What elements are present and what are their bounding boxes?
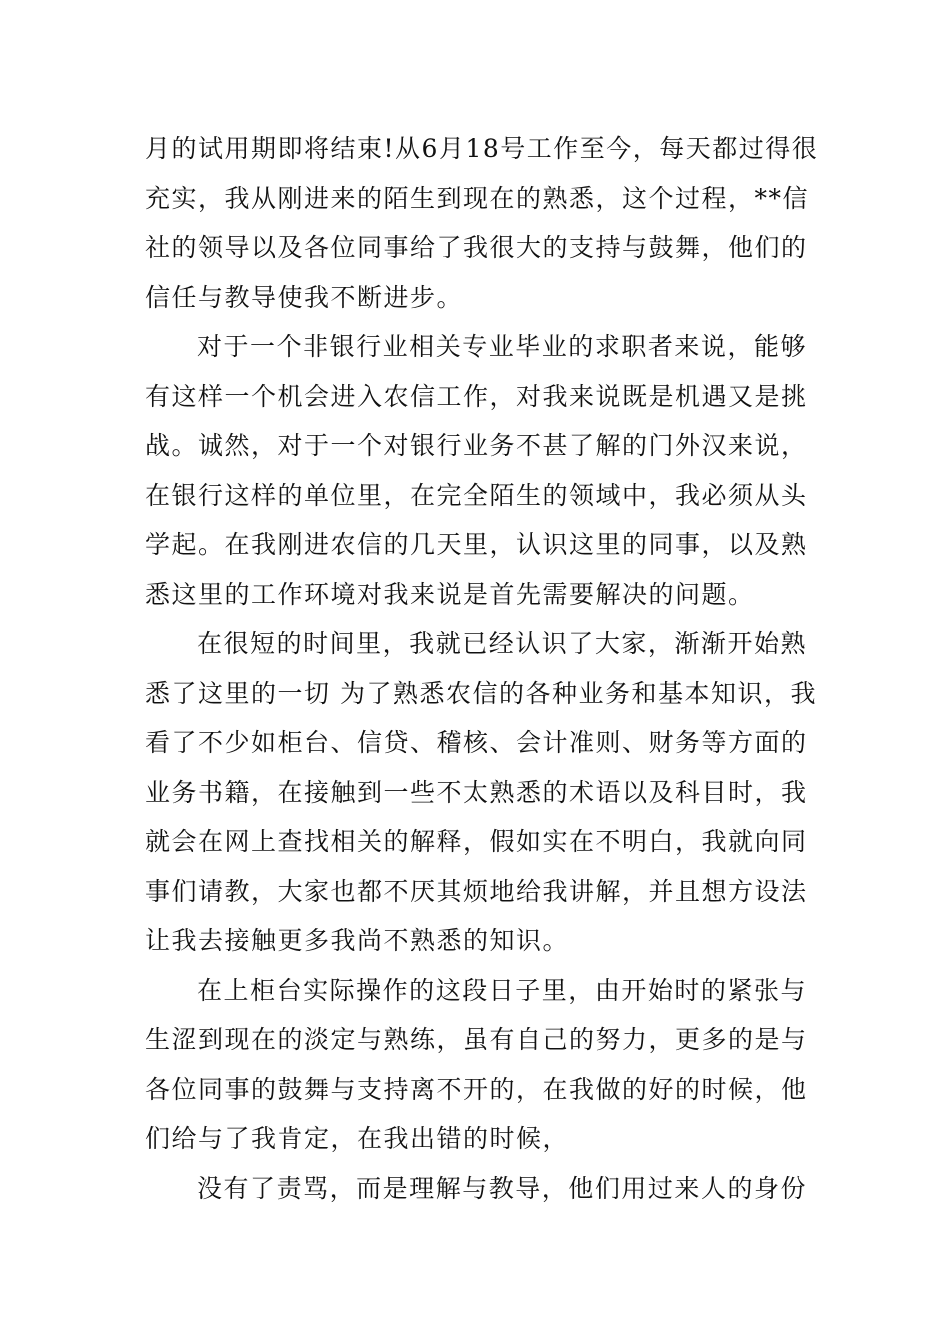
text-line: 月的试用期即将结束!从6月18号工作至今，每天都过得很: [145, 134, 819, 163]
text-line: 悉这里的工作环境对我来说是首先需要解决的问题。: [145, 579, 755, 609]
text-line: 们给与了我肯定，在我出错的时候，: [145, 1124, 570, 1153]
text-line: 让我去接触更多我尚不熟悉的知识。: [145, 926, 570, 955]
text-line: 没有了责骂，而是理解与教导，他们用过来人的身份: [197, 1173, 807, 1203]
text-line: 各位同事的鼓舞与支持离不开的，在我做的好的时候，他: [145, 1074, 808, 1104]
text-line: 就会在网上查找相关的解释，假如实在不明白，我就向同: [145, 827, 808, 856]
body-text: [145, 124, 819, 1213]
text-line: 在上柜台实际操作的这段日子里，由开始时的紧张与: [197, 975, 807, 1005]
text-line: 充实，我从刚进来的陌生到现在的熟悉，这个过程，**信: [145, 183, 810, 213]
text-line: 在银行这样的单位里，在完全陌生的领域中，我必须从头: [145, 480, 808, 510]
text-line: 社的领导以及各位同事给了我很大的支持与鼓舞，他们的: [145, 233, 808, 262]
text-line: 业务书籍，在接触到一些不太熟悉的术语以及科目时，我: [145, 777, 808, 807]
text-line: 战。诚然，对于一个对银行业务不甚了解的门外汉来说，: [145, 431, 808, 460]
text-line: 信任与教导使我不断进步。: [145, 282, 464, 312]
text-line: 看了不少如柜台、信贷、稽核、会计准则、财务等方面的: [145, 728, 808, 757]
text-line: 生涩到现在的淡定与熟练，虽有自己的努力，更多的是与: [145, 1025, 808, 1054]
text-line: 有这样一个机会进入农信工作，对我来说既是机遇又是挑: [145, 381, 808, 411]
text-line: 在很短的时间里，我就已经认识了大家，渐渐开始熟: [197, 629, 807, 658]
text-line: 对于一个非银行业相关专业毕业的求职者来说，能够: [197, 332, 807, 361]
text-line: 事们请教，大家也都不厌其烦地给我讲解，并且想方设法: [145, 876, 808, 906]
text-line: 学起。在我刚进农信的几天里，认识这里的同事，以及熟: [145, 530, 808, 559]
text-line: 悉了这里的一切 为了熟悉农信的各种业务和基本知识，我: [145, 678, 817, 708]
